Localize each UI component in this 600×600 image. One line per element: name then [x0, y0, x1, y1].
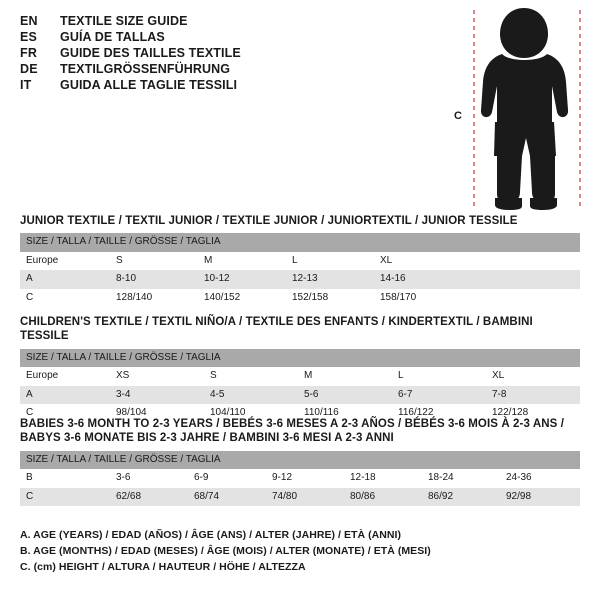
cell: 62/68	[110, 488, 188, 507]
row-label: C	[20, 488, 110, 507]
row-label: A	[20, 386, 110, 405]
table-head-row	[20, 349, 580, 368]
children-size-table	[20, 349, 580, 423]
cell: 104/110	[204, 404, 298, 423]
junior-size-table	[20, 233, 580, 307]
language-row	[20, 46, 440, 60]
cell: 4-5	[204, 386, 298, 405]
table-row	[20, 252, 580, 271]
language-row	[20, 30, 440, 44]
row-label: C	[20, 289, 110, 308]
table-row	[20, 488, 580, 507]
cell: 110/116	[298, 404, 392, 423]
cell: XL	[374, 252, 462, 271]
cell: L	[392, 367, 486, 386]
section-title: CHILDREN'S TEXTILE / TEXTIL NIÑO/A / TEXTILE DES ENFANTS / KINDERTEXTIL / BAMBINI TESSILE	[20, 316, 533, 343]
table-row	[20, 270, 580, 289]
cell: 98/104	[110, 404, 204, 423]
cell: M	[298, 367, 392, 386]
cell: 3-4	[110, 386, 204, 405]
language-code: FR	[20, 46, 38, 60]
language-title: TEXTILGRÖSSENFÜHRUNG	[60, 62, 231, 76]
section-children	[20, 315, 580, 423]
cell: 68/74	[188, 488, 266, 507]
cell: M	[198, 252, 286, 271]
language-title: GUÍA DE TALLAS	[60, 30, 165, 44]
cell: 24-36	[500, 469, 580, 488]
cell: 8-10	[110, 270, 198, 289]
footnotes-block	[20, 528, 580, 575]
cell: 128/140	[110, 289, 198, 308]
row-label: C	[20, 404, 110, 423]
cell: 7-8	[486, 386, 580, 405]
cell-empty	[462, 270, 580, 289]
row-label: A	[20, 270, 110, 289]
footnote-c: C. (cm) HEIGHT / ALTURA / HAUTEUR / HÖHE / ALTEZZA	[20, 560, 306, 573]
cell: 152/158	[286, 289, 374, 308]
cell-empty	[462, 252, 580, 271]
language-title-block	[20, 14, 440, 94]
table-head-label: SIZE / TALLA / TAILLE / GRÖSSE / TAGLIA	[20, 233, 580, 252]
footnote-a: A. AGE (YEARS) / EDAD (AÑOS) / ÂGE (ANS) / ALTER (JAHRE) / ETÀ (ANNI)	[20, 529, 402, 541]
language-code: ES	[20, 30, 38, 44]
cell: 10-12	[198, 270, 286, 289]
table-row	[20, 386, 580, 405]
cell: 12-18	[344, 469, 422, 488]
section-title: BABIES 3-6 MONTH TO 2-3 YEARS / BEBÉS 3-6 MESES A 2-3 AÑOS / BÉBÉS 3-6 MOIS À 2-3 ANS / BABYS 3-6 MONATE BIS 2-3 JAHRE / BAMBINI 3-6 MESI A 2-3 ANNI	[20, 418, 564, 445]
language-row	[20, 14, 440, 28]
cell: 80/86	[344, 488, 422, 507]
cell: 3-6	[110, 469, 188, 488]
language-row	[20, 62, 440, 76]
cell: 92/98	[500, 488, 580, 507]
cell: XS	[110, 367, 204, 386]
cell: 9-12	[266, 469, 344, 488]
language-title: GUIDE DES TAILLES TEXTILE	[60, 46, 241, 60]
table-head-label: SIZE / TALLA / TAILLE / GRÖSSE / TAGLIA	[20, 451, 580, 470]
cell: 122/128	[486, 404, 580, 423]
cell: 12-13	[286, 270, 374, 289]
baby-silhouette-icon	[452, 6, 590, 211]
cell: 116/122	[392, 404, 486, 423]
cell: 5-6	[298, 386, 392, 405]
cell: L	[286, 252, 374, 271]
table-head-label: SIZE / TALLA / TAILLE / GRÖSSE / TAGLIA	[20, 349, 580, 368]
table-row	[20, 469, 580, 488]
footnote-b: B. AGE (MONTHS) / EDAD (MESES) / ÂGE (MOIS) / ALTER (MONATE) / ETÀ (MESI)	[20, 544, 431, 557]
row-label: Europe	[20, 252, 110, 271]
table-head-row	[20, 451, 580, 470]
table-row	[20, 367, 580, 386]
table-row	[20, 289, 580, 308]
language-title: TEXTILE SIZE GUIDE	[60, 14, 188, 28]
language-title: GUIDA ALLE TAGLIE TESSILI	[60, 78, 238, 92]
cell: 140/152	[198, 289, 286, 308]
cell: 86/92	[422, 488, 500, 507]
cell: S	[110, 252, 198, 271]
language-code: DE	[20, 62, 38, 76]
cell-empty	[462, 289, 580, 308]
table-head-row	[20, 233, 580, 252]
language-row	[20, 78, 440, 92]
cell: XL	[486, 367, 580, 386]
cell: 74/80	[266, 488, 344, 507]
language-code: IT	[20, 78, 32, 92]
section-title: JUNIOR TEXTILE / TEXTIL JUNIOR / TEXTILE JUNIOR / JUNIORTEXTIL / JUNIOR TESSILE	[20, 215, 518, 227]
section-junior	[20, 214, 580, 307]
babies-size-table	[20, 451, 580, 507]
cell: 158/170	[374, 289, 462, 308]
cell: 18-24	[422, 469, 500, 488]
row-label: B	[20, 469, 110, 488]
section-babies	[20, 417, 580, 506]
language-code: EN	[20, 14, 38, 28]
measurement-figure	[452, 6, 590, 211]
cell: 6-7	[392, 386, 486, 405]
measurement-label-c: C	[454, 110, 462, 122]
cell: 6-9	[188, 469, 266, 488]
cell: S	[204, 367, 298, 386]
cell: 14-16	[374, 270, 462, 289]
row-label: Europe	[20, 367, 110, 386]
